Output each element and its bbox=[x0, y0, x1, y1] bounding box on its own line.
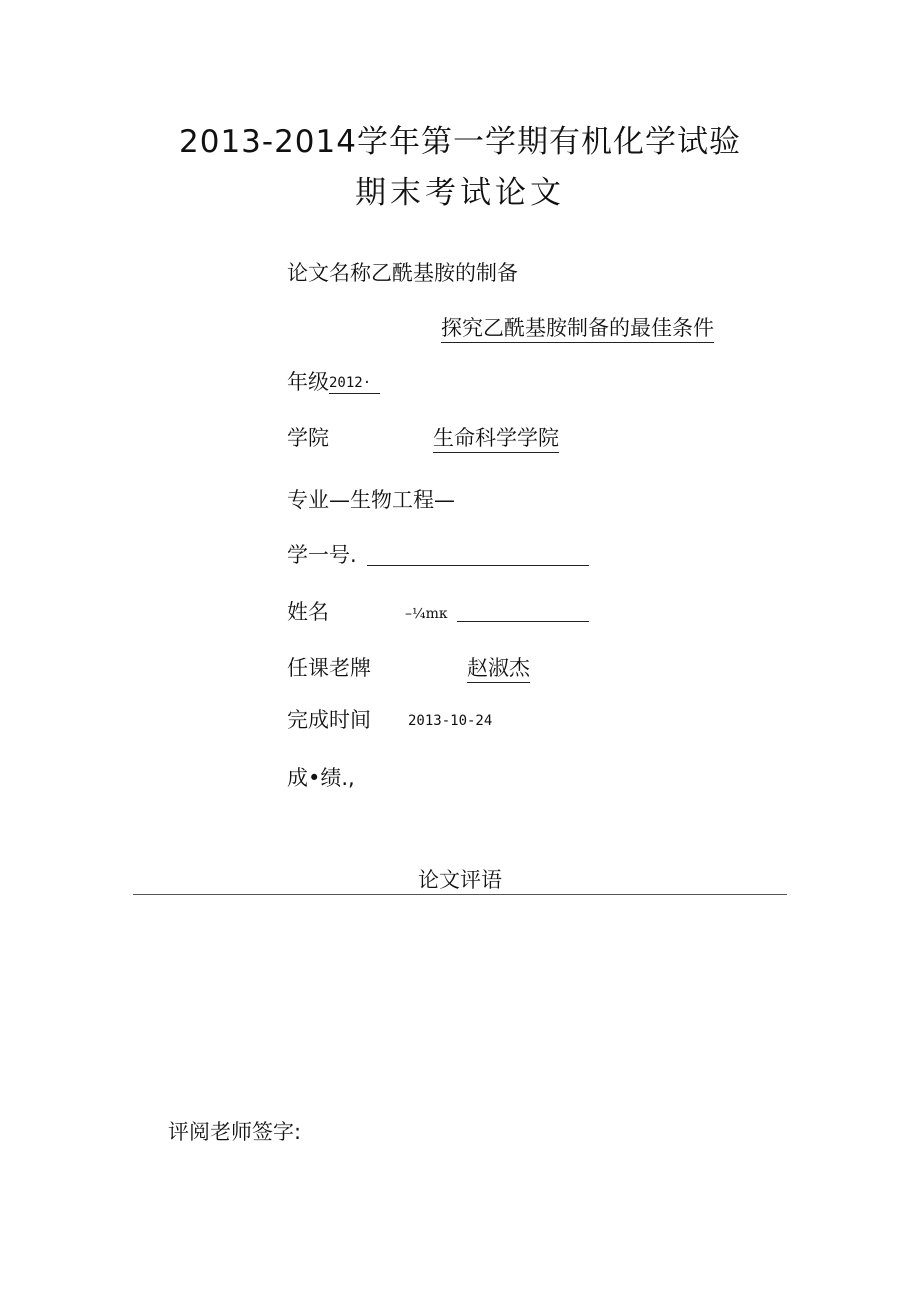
thesis-title-value: 乙酰基胺的制备 bbox=[371, 261, 518, 285]
score-label: 成•绩., bbox=[287, 766, 355, 790]
grade-label: 年级 bbox=[287, 370, 329, 394]
grade-value: 2012· bbox=[329, 373, 380, 394]
college-label: 学院 bbox=[287, 426, 329, 450]
document-title-line-1: 2013-2014学年第一学期有机化学试验 bbox=[179, 124, 741, 160]
review-divider bbox=[133, 894, 787, 895]
college-value: 生命科学学院 bbox=[433, 424, 559, 453]
thesis-title-row bbox=[287, 259, 518, 287]
document-title-line-2: 期末考试论文 bbox=[355, 175, 565, 211]
teacher-value: 赵淑杰 bbox=[467, 654, 530, 683]
teacher-label: 任课老牌 bbox=[287, 656, 371, 680]
completion-date-label: 完成时间 bbox=[287, 708, 371, 732]
reviewer-signature-label: 评阅老师签字: bbox=[168, 1120, 302, 1144]
student-id-blank-line bbox=[367, 565, 589, 566]
student-id-label: 学一号. bbox=[287, 543, 357, 567]
name-scribble: –¼mκ bbox=[405, 606, 448, 622]
major-value: —生物工程— bbox=[329, 488, 455, 512]
major-label: 专业 bbox=[287, 488, 329, 512]
thesis-subtitle: 探究乙酰基胺制备的最佳条件 bbox=[441, 314, 714, 343]
completion-date-value: 2013-10-24 bbox=[408, 713, 493, 729]
review-heading: 论文评语 bbox=[418, 868, 502, 892]
major-row bbox=[287, 486, 455, 514]
name-blank-line bbox=[457, 621, 589, 622]
thesis-title-label: 论文名称 bbox=[287, 261, 371, 285]
name-label: 姓名 bbox=[287, 600, 329, 624]
